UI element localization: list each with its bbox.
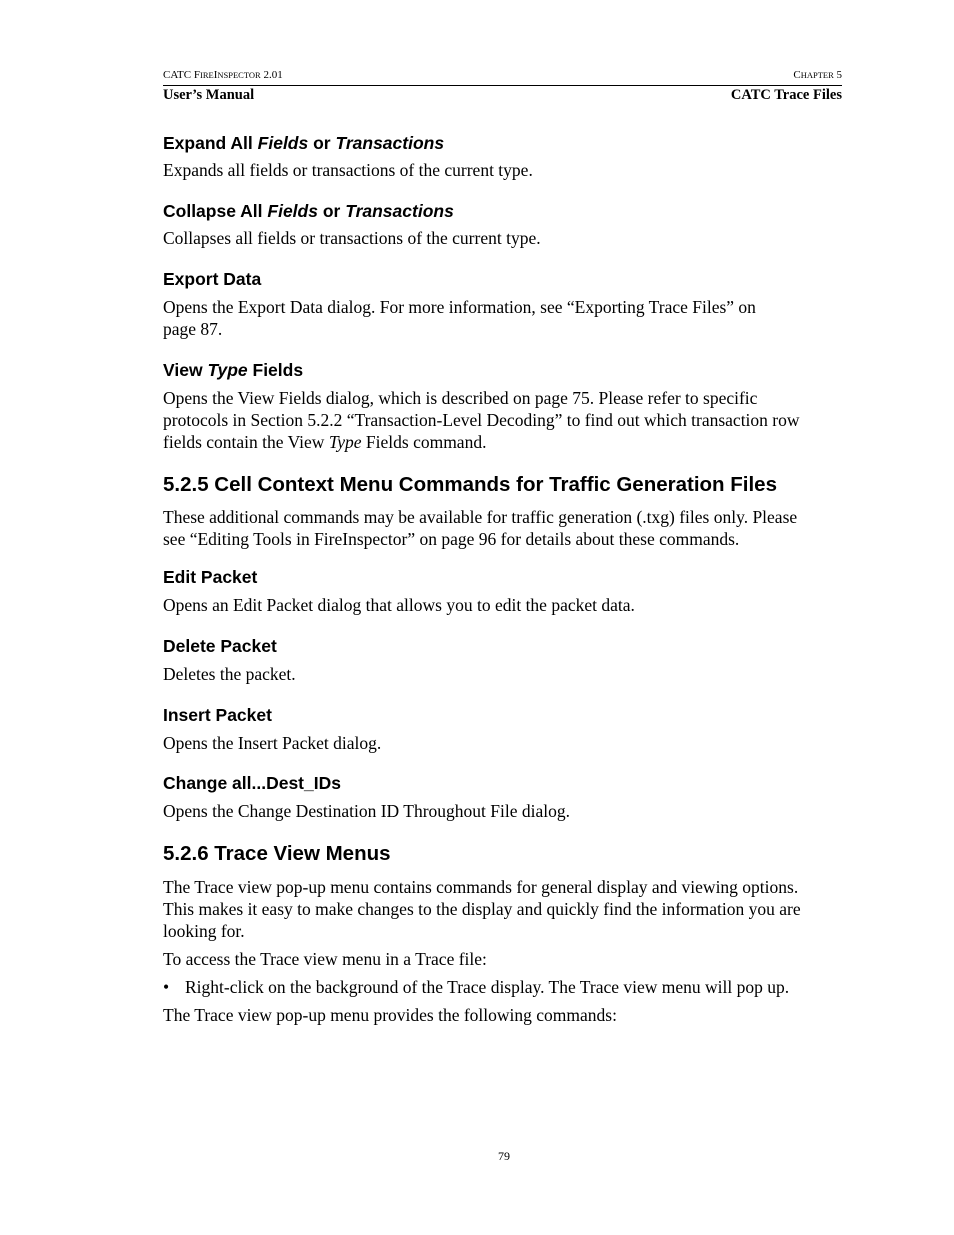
heading-view-type-fields: View Type Fields	[163, 360, 304, 380]
heading-delete-packet: Delete Packet	[163, 636, 277, 656]
manual-title: User’s Manual	[163, 87, 255, 103]
paragraph-export-data: Opens the Export Data dialog. For more information, see “Exporting Trace Files” on page 87.	[163, 297, 756, 339]
paragraph-5-2-6-provides: The Trace view pop-up menu provides the following commands:	[163, 1005, 617, 1025]
bullet-mark: •	[163, 977, 170, 997]
paragraph-expand-all: Expands all fields or transactions of the current type.	[163, 160, 533, 180]
paragraph-5-2-6-access: To access the Trace view menu in a Trace file:	[163, 949, 487, 969]
paragraph-delete-packet: Deletes the packet.	[163, 664, 296, 684]
paragraph-collapse-all: Collapses all fields or transactions of the current type.	[163, 228, 541, 248]
paragraph-insert-packet: Opens the Insert Packet dialog.	[163, 733, 382, 753]
heading-edit-packet: Edit Packet	[163, 567, 258, 587]
heading-5-2-5: 5.2.5 Cell Context Menu Commands for Traffic Generation Files	[163, 473, 777, 496]
heading-5-2-6: 5.2.6 Trace View Menus	[163, 842, 391, 865]
chapter-title: CATC Trace Files	[730, 87, 842, 103]
chapter-label: CHAPTER 5	[793, 69, 842, 81]
paragraph-change-all-dest-ids: Opens the Change Destination ID Throughout File dialog.	[163, 801, 570, 821]
page-number: 79	[498, 1149, 510, 1163]
paragraph-5-2-5: These additional commands may be available for traffic generation (.txg) files only. Please see “Editing Tools in FireInspector” on page 96 for details about these commands.	[163, 507, 798, 549]
heading-export-data: Export Data	[163, 269, 262, 289]
product-name: CATC FIREINSPECTOR 2.01	[163, 69, 283, 81]
heading-insert-packet: Insert Packet	[163, 705, 272, 725]
heading-change-all-dest-ids: Change all...Dest_IDs	[163, 773, 341, 793]
page-body	[163, 132, 842, 1026]
heading-expand-all: Expand All Fields or Transactions	[163, 133, 445, 153]
heading-collapse-all: Collapse All Fields or Transactions	[163, 201, 454, 221]
paragraph-edit-packet: Opens an Edit Packet dialog that allows you to edit the packet data.	[163, 595, 635, 615]
paragraph-view-type-fields: Opens the View Fields dialog, which is described on page 75. Please refer to specific protocols in Section 5.2.2 “Transaction-Level Decoding” to find out which transaction row fields contain the View Type Fields command.	[163, 388, 800, 452]
bullet-item	[163, 976, 842, 998]
bullet-text: Right-click on the background of the Trace display. The Trace view menu will pop up.	[185, 977, 790, 997]
paragraph-5-2-6-intro: The Trace view pop-up menu contains commands for general display and viewing options. This makes it easy to make changes to the display and quickly find the information you are looking for.	[163, 877, 801, 941]
